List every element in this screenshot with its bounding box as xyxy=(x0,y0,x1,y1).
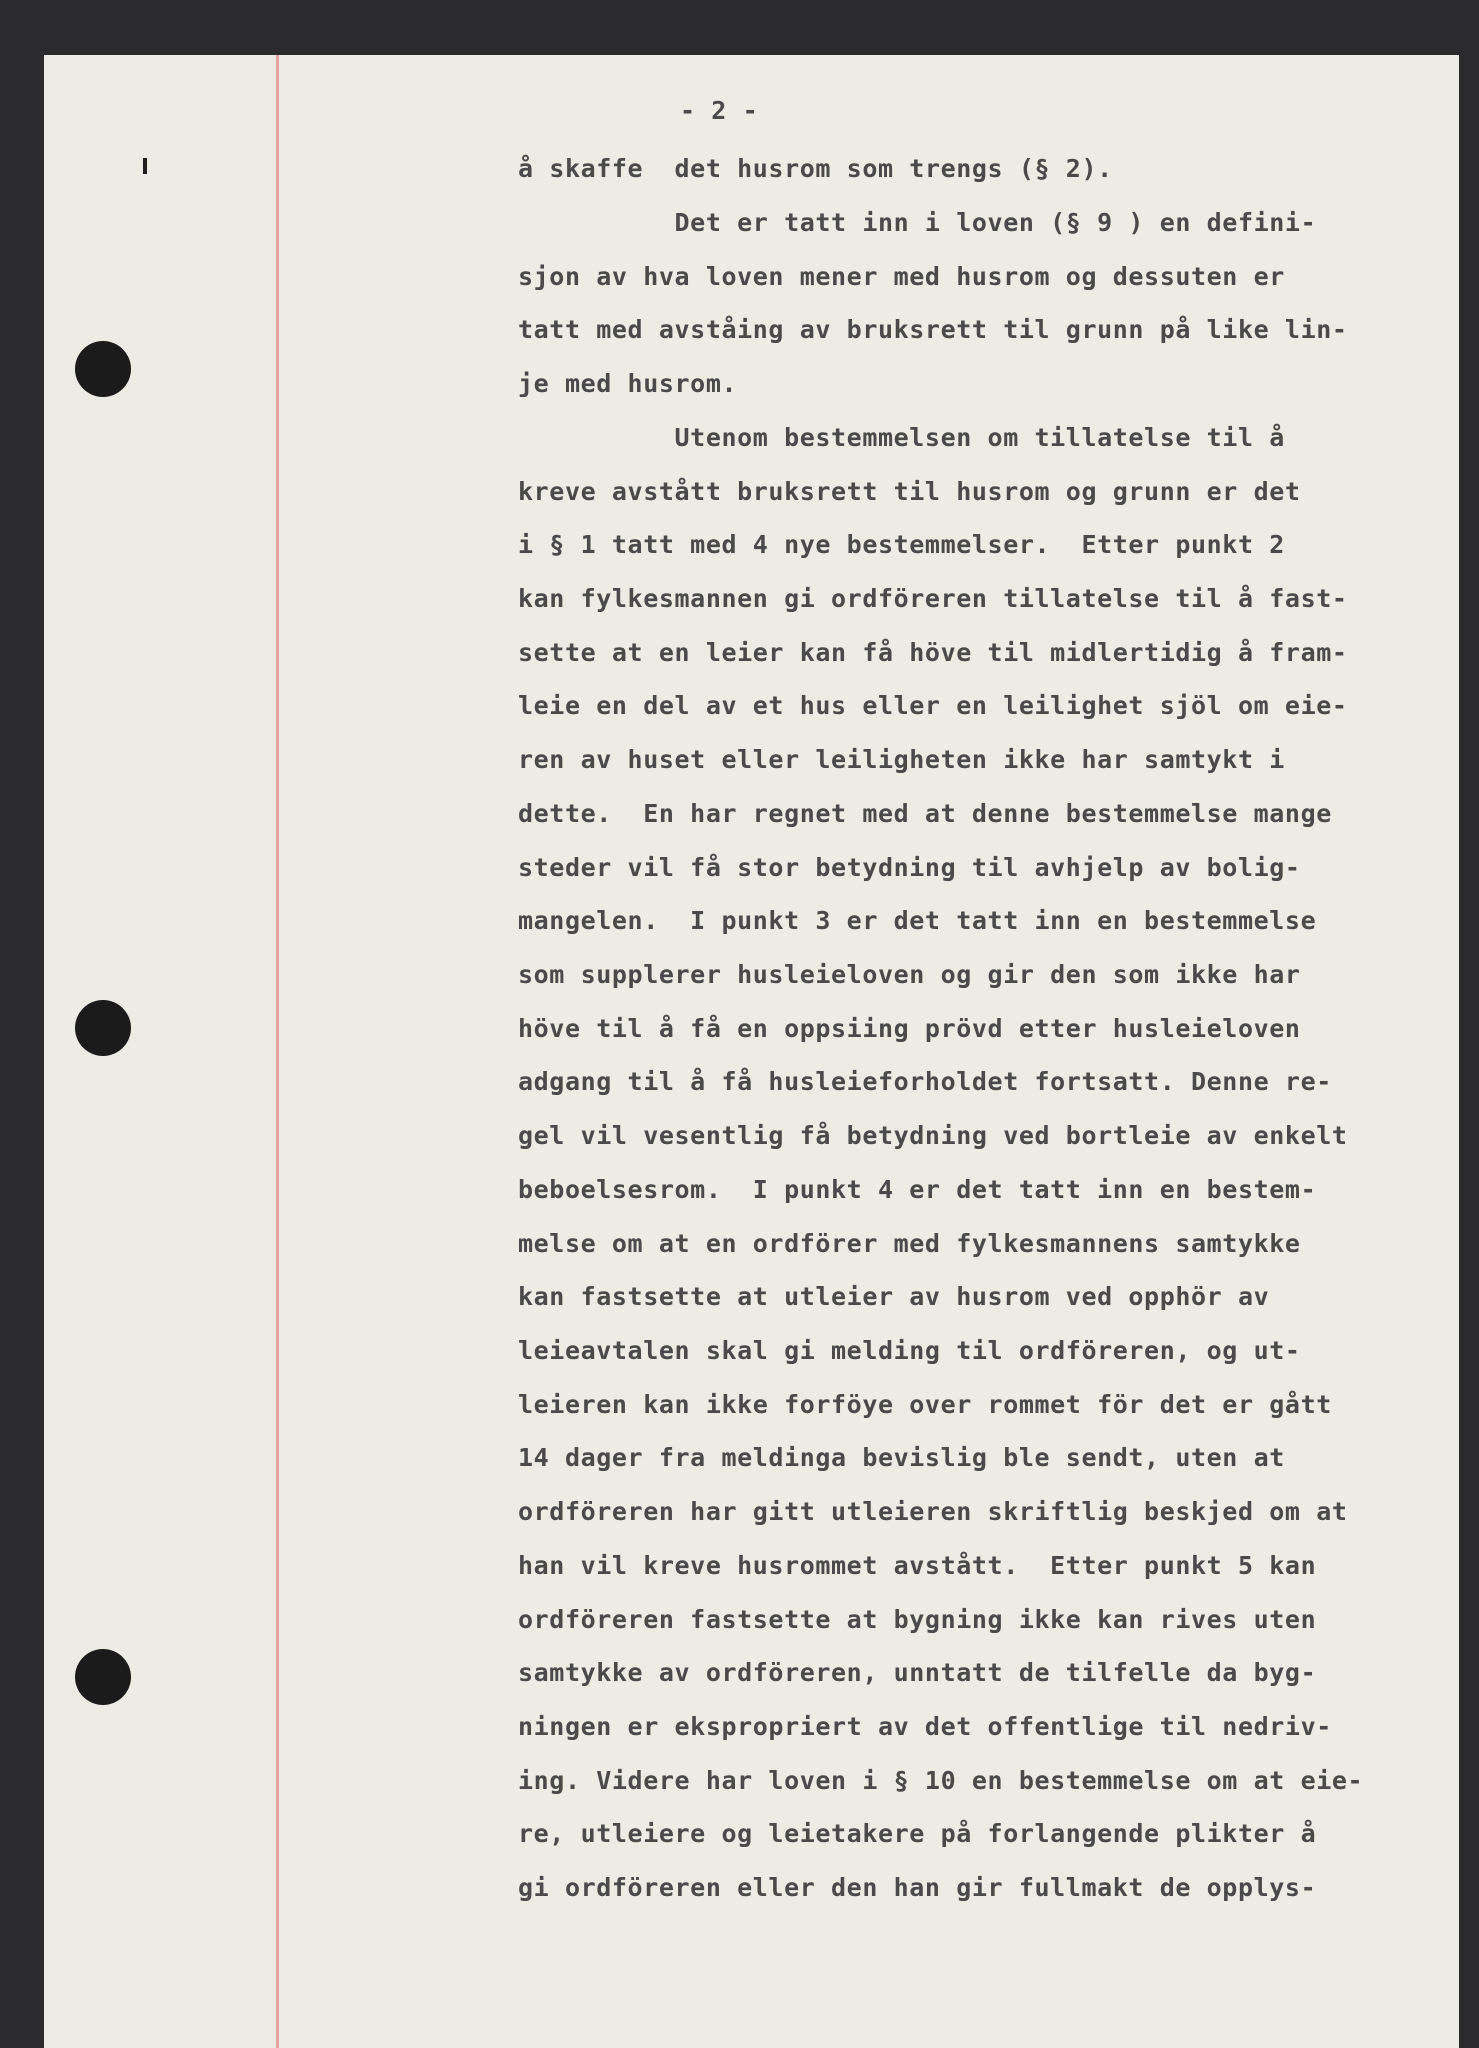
text-line: han vil kreve husrommet avstått. Etter punkt 5 kan xyxy=(518,1551,1317,1580)
text-line: Utenom bestemmelsen om tillatelse til å xyxy=(518,423,1285,452)
page-number: - 2 - xyxy=(680,96,759,125)
text-line: Det er tatt inn i loven (§ 9 ) en defini- xyxy=(518,208,1317,237)
text-line: sette at en leier kan få höve til midlertidig å fram- xyxy=(518,638,1348,667)
margin-mark xyxy=(143,158,147,174)
text-line: melse om at en ordförer med fylkesmannens samtykke xyxy=(518,1229,1301,1258)
text-line: steder vil få stor betydning til avhjelp av bolig- xyxy=(518,853,1301,882)
text-line: dette. En har regnet med at denne bestemmelse mange xyxy=(518,799,1332,828)
text-line: beboelsesrom. I punkt 4 er det tatt inn en bestem- xyxy=(518,1175,1317,1204)
text-line: leie en del av et hus eller en leilighet sjöl om eie- xyxy=(518,691,1348,720)
text-line: kan fylkesmannen gi ordföreren tillatelse til å fast- xyxy=(518,584,1348,613)
text-line: 14 dager fra meldinga bevislig ble sendt, uten at xyxy=(518,1443,1285,1472)
punch-hole-middle xyxy=(75,1000,131,1056)
margin-line xyxy=(276,55,279,2048)
text-line: kan fastsette at utleier av husrom ved opphör av xyxy=(518,1282,1270,1311)
text-line: ren av huset eller leiligheten ikke har samtykt i xyxy=(518,745,1285,774)
text-line: i § 1 tatt med 4 nye bestemmelser. Etter punkt 2 xyxy=(518,530,1285,559)
text-line: mangelen. I punkt 3 er det tatt inn en bestemmelse xyxy=(518,906,1317,935)
text-line: adgang til å få husleieforholdet fortsatt. Denne re- xyxy=(518,1067,1332,1096)
text-line: re, utleiere og leietakere på forlangende plikter å xyxy=(518,1819,1317,1848)
document-page xyxy=(44,55,1459,2048)
text-line: höve til å få en oppsiing prövd etter husleieloven xyxy=(518,1014,1301,1043)
text-line: je med husrom. xyxy=(518,369,738,398)
text-line: gi ordföreren eller den han gir fullmakt de opplys- xyxy=(518,1873,1317,1902)
text-line: ordföreren har gitt utleieren skriftlig beskjed om at xyxy=(518,1497,1348,1526)
text-line: sjon av hva loven mener med husrom og dessuten er xyxy=(518,262,1285,291)
text-line: ningen er ekspropriert av det offentlige til nedriv- xyxy=(518,1712,1332,1741)
punch-hole-top xyxy=(75,341,131,397)
punch-hole-bottom xyxy=(75,1649,131,1705)
text-line: ordföreren fastsette at bygning ikke kan rives uten xyxy=(518,1605,1317,1634)
text-line: samtykke av ordföreren, unntatt de tilfelle da byg- xyxy=(518,1658,1317,1687)
text-line: tatt med avståing av bruksrett til grunn på like lin- xyxy=(518,315,1348,344)
text-line: kreve avstått bruksrett til husrom og grunn er det xyxy=(518,477,1301,506)
text-line: å skaffe det husrom som trengs (§ 2). xyxy=(518,154,1113,183)
text-line: ing. Videre har loven i § 10 en bestemmelse om at eie- xyxy=(518,1766,1364,1795)
text-line: leieavtalen skal gi melding til ordföreren, og ut- xyxy=(518,1336,1301,1365)
text-line: gel vil vesentlig få betydning ved bortleie av enkelt xyxy=(518,1121,1348,1150)
text-line: som supplerer husleieloven og gir den som ikke har xyxy=(518,960,1301,989)
text-line: leieren kan ikke forföye over rommet för det er gått xyxy=(518,1390,1332,1419)
